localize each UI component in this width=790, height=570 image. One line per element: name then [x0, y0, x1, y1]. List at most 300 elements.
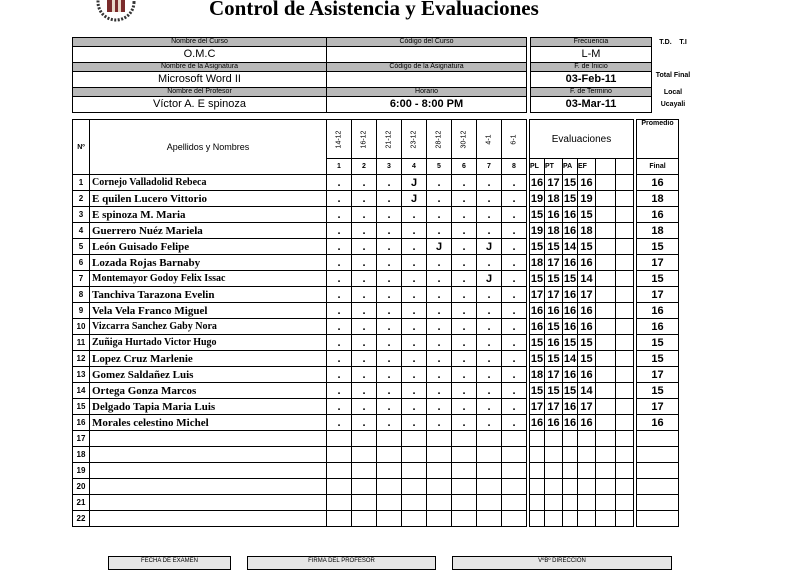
session-number: 8: [502, 159, 527, 175]
student-row: [73, 415, 679, 431]
attendance-cell: [352, 447, 377, 463]
row-number: 1: [73, 175, 90, 191]
eval-score: 17: [530, 288, 544, 301]
eval-blank: [596, 479, 616, 495]
attendance-cell: .: [477, 191, 502, 207]
eval-score: [530, 479, 545, 495]
row-number: 16: [73, 415, 90, 431]
student-name: E quilen Lucero Vittorio: [90, 191, 327, 207]
eval-score: 15: [530, 336, 544, 349]
row-number: 4: [73, 223, 90, 239]
row-number: 21: [73, 495, 90, 511]
page-title: Control de Asistencia y Evaluaciones: [209, 0, 539, 20]
session-number: 2: [352, 159, 377, 175]
attendance-cell: [377, 431, 402, 447]
eval-blank: [616, 431, 634, 447]
eval-score: 14: [578, 383, 596, 399]
eval-blank: [596, 303, 616, 319]
date-header: [377, 120, 402, 159]
local-value: Ucayali: [660, 101, 686, 108]
eval-blank: [616, 207, 634, 223]
attendance-cell: .: [427, 303, 452, 319]
eval-score: [545, 479, 563, 495]
eval-score: 15: [545, 239, 563, 255]
session-number: 3: [377, 159, 402, 175]
eval-score: [530, 511, 545, 527]
eval-score: 16: [545, 207, 563, 223]
attendance-cell: .: [327, 191, 352, 207]
final-score: [637, 511, 679, 527]
eval-score: [578, 511, 596, 527]
eval-score: 14: [563, 240, 577, 253]
attendance-cell: .: [402, 239, 427, 255]
promedio-header: Promedio: [637, 120, 679, 159]
student-name: Vizcarra Sanchez Gaby Nora: [90, 319, 327, 335]
attendance-cell: [327, 463, 352, 479]
eval-blank: [596, 287, 616, 303]
eval-score: [530, 495, 545, 511]
student-row: [73, 255, 679, 271]
attendance-cell: .: [427, 207, 452, 223]
eval-score: 14: [578, 271, 596, 287]
attendance-cell: .: [477, 207, 502, 223]
local-label: Local: [663, 88, 683, 96]
attendance-cell: .: [477, 255, 502, 271]
attendance-cell: .: [477, 415, 502, 431]
attendance-cell: [427, 447, 452, 463]
attendance-cell: .: [427, 255, 452, 271]
eval-score: 16: [563, 304, 577, 317]
eval-blank: [596, 319, 616, 335]
eval-score: 16: [578, 367, 596, 383]
eval-score: [563, 447, 578, 463]
row-number: 2: [73, 191, 90, 207]
eval-blank: [596, 335, 616, 351]
attendance-cell: .: [377, 191, 402, 207]
attendance-cell: .: [377, 351, 402, 367]
attendance-cell: [502, 431, 527, 447]
attendance-cell: .: [502, 175, 527, 191]
student-row: [73, 383, 679, 399]
attendance-cell: .: [402, 335, 427, 351]
eval-col-blank: [616, 159, 634, 175]
date-header: [502, 120, 527, 159]
eval-score: 19: [530, 192, 544, 205]
eval-score: 15: [563, 176, 577, 189]
attendance-cell: [452, 447, 477, 463]
eval-score: 14: [563, 352, 577, 365]
eval-blank: [616, 223, 634, 239]
attendance-cell: [427, 479, 452, 495]
attendance-cell: .: [327, 271, 352, 287]
row-number: 19: [73, 463, 90, 479]
attendance-cell: .: [452, 399, 477, 415]
attendance-cell: .: [377, 255, 402, 271]
attendance-cell: J: [477, 239, 502, 255]
attendance-cell: .: [502, 239, 527, 255]
final-score: 15: [637, 335, 679, 351]
professor-label: Nombre del Profesor: [73, 88, 327, 97]
attendance-cell: .: [502, 367, 527, 383]
student-row: [73, 207, 679, 223]
eval-blank: [616, 479, 634, 495]
eval-score: 15: [563, 384, 577, 397]
attendance-cell: .: [477, 223, 502, 239]
attendance-cell: .: [352, 223, 377, 239]
attendance-cell: [327, 511, 352, 527]
attendance-cell: .: [402, 351, 427, 367]
attendance-cell: .: [377, 303, 402, 319]
eval-score: 16: [563, 320, 577, 333]
eval-blank: [616, 351, 634, 367]
attendance-cell: .: [477, 383, 502, 399]
attendance-cell: .: [327, 319, 352, 335]
eval-blank: [616, 335, 634, 351]
attendance-cell: [502, 495, 527, 511]
eval-score: 15: [563, 192, 577, 205]
eval-score: 16: [578, 415, 596, 431]
eval-score: 15: [578, 207, 596, 223]
row-number: 18: [73, 447, 90, 463]
final-score: 18: [637, 223, 679, 239]
student-row: [73, 303, 679, 319]
attendance-grid: [72, 119, 679, 527]
attendance-cell: [327, 431, 352, 447]
attendance-cell: [327, 495, 352, 511]
student-row: [73, 351, 679, 367]
col-names-header: Apellidos y Nombres: [90, 120, 327, 175]
attendance-cell: .: [477, 303, 502, 319]
attendance-cell: [352, 511, 377, 527]
eval-blank: [596, 383, 616, 399]
attendance-cell: [502, 447, 527, 463]
eval-blank: [596, 415, 616, 431]
final-score: [637, 431, 679, 447]
date-header: [327, 120, 352, 159]
student-row: [73, 495, 679, 511]
final-score: 16: [637, 303, 679, 319]
attendance-cell: [452, 479, 477, 495]
end-date: 03-Mar-11: [531, 97, 652, 113]
eval-score: [578, 479, 596, 495]
eval-blank: [616, 447, 634, 463]
start-date-label: F. de Inicio: [531, 63, 652, 72]
final-score: 17: [637, 367, 679, 383]
eval-score: [545, 447, 563, 463]
attendance-cell: [352, 431, 377, 447]
student-row: [73, 479, 679, 495]
attendance-cell: [427, 495, 452, 511]
attendance-cell: .: [477, 319, 502, 335]
date-label: 4-1: [485, 133, 493, 145]
td-ti-label: T.D. T.I: [659, 38, 687, 46]
eval-blank: [616, 175, 634, 191]
eval-score: 16: [578, 319, 596, 335]
eval-blank: [616, 303, 634, 319]
eval-blank: [596, 239, 616, 255]
eval-score: 19: [578, 191, 596, 207]
eval-col-header: PL: [530, 159, 545, 175]
eval-score: 15: [545, 351, 563, 367]
session-number: 4: [402, 159, 427, 175]
subject-code-label: Código de la Asignatura: [327, 63, 527, 72]
student-row: [73, 335, 679, 351]
attendance-cell: J: [402, 175, 427, 191]
attendance-cell: .: [452, 239, 477, 255]
attendance-cell: .: [352, 255, 377, 271]
eval-blank: [596, 367, 616, 383]
eval-blank: [616, 463, 634, 479]
eval-score: 16: [578, 175, 596, 191]
eval-score: 15: [578, 239, 596, 255]
attendance-cell: .: [477, 399, 502, 415]
eval-blank: [596, 495, 616, 511]
attendance-cell: [452, 495, 477, 511]
attendance-cell: .: [327, 287, 352, 303]
row-number: 5: [73, 239, 90, 255]
student-row: [73, 447, 679, 463]
date-header: [352, 120, 377, 159]
attendance-cell: .: [377, 335, 402, 351]
attendance-cell: .: [352, 399, 377, 415]
date-label: 23-12: [410, 130, 418, 148]
final-score: 16: [637, 415, 679, 431]
attendance-cell: .: [377, 399, 402, 415]
attendance-cell: .: [377, 319, 402, 335]
eval-score: 15: [578, 335, 596, 351]
attendance-cell: .: [502, 319, 527, 335]
row-number: 6: [73, 255, 90, 271]
attendance-cell: [477, 463, 502, 479]
eval-score: 18: [545, 223, 563, 239]
attendance-cell: .: [352, 191, 377, 207]
eval-blank: [596, 351, 616, 367]
attendance-cell: .: [352, 239, 377, 255]
attendance-cell: .: [377, 175, 402, 191]
student-row: [73, 175, 679, 191]
attendance-cell: .: [427, 415, 452, 431]
student-row: [73, 271, 679, 287]
student-name: León Guisado Felipe: [90, 239, 327, 255]
date-label: 16-12: [360, 130, 368, 148]
attendance-cell: .: [352, 303, 377, 319]
attendance-cell: [452, 511, 477, 527]
attendance-cell: .: [402, 319, 427, 335]
student-name: [90, 511, 327, 527]
session-number: 7: [477, 159, 502, 175]
eval-score: 17: [545, 175, 563, 191]
attendance-cell: .: [427, 319, 452, 335]
attendance-cell: .: [452, 255, 477, 271]
eval-blank: [596, 255, 616, 271]
attendance-cell: .: [402, 287, 427, 303]
attendance-cell: .: [327, 383, 352, 399]
date-label: 30-12: [460, 130, 468, 148]
eval-blank: [616, 495, 634, 511]
subject-name: Microsoft Word II: [73, 72, 327, 88]
eval-score: [545, 431, 563, 447]
eval-score: 16: [578, 255, 596, 271]
eval-blank: [596, 511, 616, 527]
final-score: [637, 463, 679, 479]
attendance-cell: .: [452, 319, 477, 335]
row-number: 14: [73, 383, 90, 399]
attendance-cell: [377, 495, 402, 511]
student-row: [73, 319, 679, 335]
student-row: [73, 367, 679, 383]
eval-blank: [616, 271, 634, 287]
eval-blank: [616, 383, 634, 399]
attendance-cell: .: [352, 415, 377, 431]
row-number: 22: [73, 511, 90, 527]
attendance-cell: J: [477, 271, 502, 287]
session-number: 1: [327, 159, 352, 175]
final-score: 17: [637, 399, 679, 415]
date-header: [477, 120, 502, 159]
student-name: Vela Vela Franco Miguel: [90, 303, 327, 319]
eval-score: 16: [530, 176, 544, 189]
eval-blank: [596, 207, 616, 223]
final-score: 16: [637, 319, 679, 335]
eval-blank: [596, 191, 616, 207]
attendance-cell: [477, 495, 502, 511]
attendance-cell: .: [377, 383, 402, 399]
final-score: [637, 447, 679, 463]
attendance-cell: [477, 511, 502, 527]
student-name: Morales celestino Michel: [90, 415, 327, 431]
attendance-cell: [477, 447, 502, 463]
student-name: Lozada Rojas Barnaby: [90, 255, 327, 271]
final-header: Final: [637, 159, 679, 175]
row-number: 10: [73, 319, 90, 335]
eval-score: 17: [530, 400, 544, 413]
attendance-cell: [477, 479, 502, 495]
eval-score: [563, 479, 578, 495]
eval-score: 15: [530, 352, 544, 365]
attendance-cell: .: [327, 239, 352, 255]
final-score: 17: [637, 287, 679, 303]
eval-blank: [596, 223, 616, 239]
attendance-cell: .: [502, 335, 527, 351]
attendance-cell: J: [402, 191, 427, 207]
attendance-cell: [502, 511, 527, 527]
attendance-cell: .: [452, 207, 477, 223]
eval-blank: [616, 191, 634, 207]
attendance-cell: .: [327, 415, 352, 431]
eval-score: 16: [545, 335, 563, 351]
attendance-cell: .: [377, 271, 402, 287]
attendance-cell: [352, 463, 377, 479]
eval-score: [530, 447, 545, 463]
attendance-cell: [502, 463, 527, 479]
attendance-cell: .: [402, 415, 427, 431]
date-label: 14-12: [335, 130, 343, 148]
schedule-label: Horario: [327, 88, 527, 97]
final-score: 17: [637, 255, 679, 271]
student-name: Tanchiva Tarazona Evelin: [90, 287, 327, 303]
eval-score: 16: [563, 368, 577, 381]
eval-score: 17: [545, 399, 563, 415]
student-row: [73, 223, 679, 239]
attendance-cell: [377, 511, 402, 527]
eval-score: 15: [530, 272, 544, 285]
eval-score: 18: [530, 256, 544, 269]
attendance-cell: .: [502, 191, 527, 207]
attendance-cell: [327, 447, 352, 463]
session-number: 5: [427, 159, 452, 175]
eval-score: [530, 431, 545, 447]
attendance-cell: [402, 495, 427, 511]
attendance-cell: .: [502, 223, 527, 239]
eval-blank: [616, 399, 634, 415]
attendance-cell: .: [327, 207, 352, 223]
end-date-label: F. de Termino: [531, 88, 652, 97]
eval-score: 15: [545, 383, 563, 399]
row-number: 17: [73, 431, 90, 447]
evaluations-header: Evaluaciones: [530, 120, 634, 159]
eval-score: 16: [530, 320, 544, 333]
eval-score: 17: [545, 255, 563, 271]
eval-score: 18: [578, 223, 596, 239]
student-name: Guerrero Nuéz Mariela: [90, 223, 327, 239]
professor-signature-box: FIRMA DEL PROFESOR: [247, 556, 436, 570]
attendance-cell: [427, 511, 452, 527]
eval-blank: [616, 367, 634, 383]
eval-score: [563, 495, 578, 511]
eval-score: 16: [545, 415, 563, 431]
row-number: 11: [73, 335, 90, 351]
attendance-cell: .: [377, 207, 402, 223]
date-label: 21-12: [385, 130, 393, 148]
start-date: 03-Feb-11: [531, 72, 652, 88]
attendance-cell: .: [502, 287, 527, 303]
final-score: 15: [637, 271, 679, 287]
row-number: 9: [73, 303, 90, 319]
subject-code: [327, 72, 527, 88]
attendance-cell: .: [452, 271, 477, 287]
eval-score: [563, 511, 578, 527]
eval-score: 16: [530, 416, 544, 429]
attendance-cell: .: [352, 271, 377, 287]
eval-blank: [616, 255, 634, 271]
attendance-cell: [352, 495, 377, 511]
final-score: 16: [637, 207, 679, 223]
attendance-cell: [327, 479, 352, 495]
course-name-label: Nombre del Curso: [73, 38, 327, 47]
attendance-cell: [427, 431, 452, 447]
eval-blank: [596, 399, 616, 415]
attendance-cell: .: [502, 271, 527, 287]
date-header: [427, 120, 452, 159]
eval-blank: [616, 511, 634, 527]
student-name: Lopez Cruz Marlenie: [90, 351, 327, 367]
eval-score: [545, 495, 563, 511]
eval-score: 15: [545, 271, 563, 287]
attendance-cell: .: [352, 207, 377, 223]
student-name: Gomez Saldañez Luis: [90, 367, 327, 383]
course-header: [72, 37, 694, 113]
institution-logo: [90, 0, 142, 22]
eval-score: 16: [563, 208, 577, 221]
attendance-cell: .: [327, 351, 352, 367]
attendance-cell: .: [352, 319, 377, 335]
student-row: [73, 431, 679, 447]
attendance-cell: [402, 447, 427, 463]
attendance-cell: .: [427, 223, 452, 239]
attendance-cell: [452, 463, 477, 479]
attendance-cell: [452, 431, 477, 447]
final-score: [637, 479, 679, 495]
